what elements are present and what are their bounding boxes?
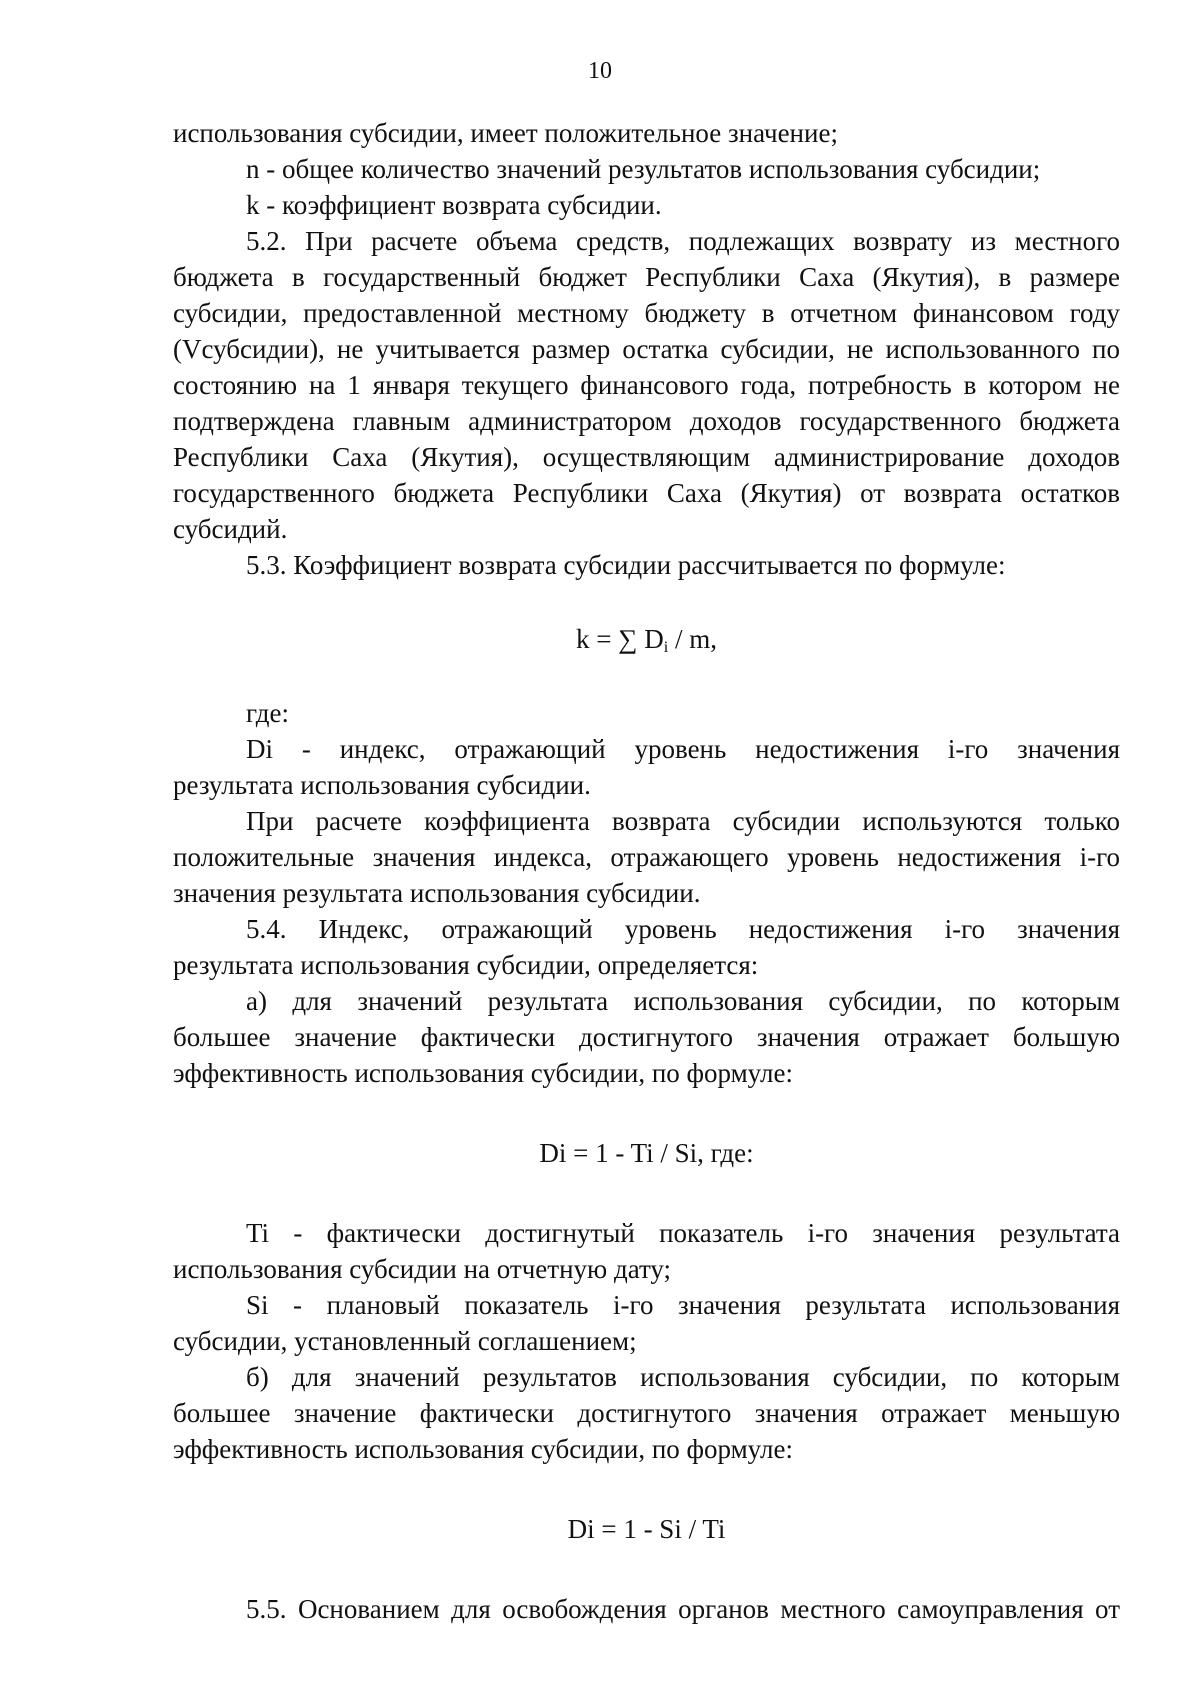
formula-di-a: Di = 1 - Ti / Si, где: (539, 1138, 754, 1168)
item-a-line: эффективность использования субсидии, по формуле: (173, 1058, 793, 1088)
definition-ti-line: Ti - фактически достигнутый показатель i-го значения результата (246, 1218, 1120, 1248)
definition-ti-line: использования субсидии на отчетную дату; (173, 1254, 672, 1284)
paragraph-5-2-line: Республики Саха (Якутия), осуществляющим администрирование доходов (173, 442, 1120, 472)
formula-k-after: / m, (668, 624, 717, 654)
paragraph-5-4-line: 5.4. Индекс, отражающий уровень недостижения i-го значения (246, 914, 1120, 944)
paragraph-5-2-line: бюджета в государственный бюджет Республики Саха (Якутия), в размере (173, 262, 1120, 292)
paragraph-positive-line: При расчете коэффициента возврата субсидии используются только (246, 806, 1120, 836)
formula-k-before: k = ∑ D (576, 624, 664, 654)
where-label: где: (246, 698, 289, 728)
paragraph-positive-line: значения результата использования субсидии. (173, 878, 701, 908)
document-body (173, 115, 1120, 1627)
paragraph-5-4-line: результата использования субсидии, определяется: (173, 950, 759, 980)
paragraph-positive-line: положительные значения индекса, отражающего уровень недостижения i-го (173, 842, 1120, 872)
item-a-line: большее значение фактически достигнутого значения отражает большую (173, 1022, 1120, 1052)
page-number: 10 (588, 58, 612, 84)
item-b-line: большее значение фактически достигнутого значения отражает меньшую (173, 1398, 1120, 1428)
paragraph-5-2-line: состоянию на 1 января текущего финансового года, потребность в котором не (173, 370, 1120, 400)
definition-k: k - коэффициент возврата субсидии. (246, 190, 662, 220)
paragraph-5-2-line: подтверждена главным администратором доходов государственного бюджета (173, 406, 1120, 436)
definition-n: n - общее количество значений результатов использования субсидии; (246, 154, 1041, 184)
text-line: использования субсидии, имеет положительное значение; (173, 118, 838, 148)
paragraph-5-5-line: 5.5. Основанием для освобождения органов местного самоуправления от (246, 1594, 1120, 1624)
paragraph-5-2-line: государственного бюджета Республики Саха (Якутия) от возврата остатков (173, 478, 1120, 508)
definition-si-line: Si - плановый показатель i-го значения результата использования (246, 1290, 1120, 1320)
item-b-line: б) для значений результатов использования субсидии, по которым (246, 1362, 1120, 1392)
paragraph-5-2-line: 5.2. При расчете объема средств, подлежащих возврату из местного (246, 226, 1120, 256)
paragraph-5-3: 5.3. Коэффициент возврата субсидии рассчитывается по формуле: (246, 550, 1006, 580)
paragraph-5-2-line: субсидии, предоставленной местному бюджету в отчетном финансовом году (173, 298, 1120, 328)
definition-di-line: результата использования субсидии. (173, 770, 591, 800)
paragraph-5-2-line: субсидий. (173, 514, 288, 544)
definition-di-line: Di - индекс, отражающий уровень недостижения i-го значения (246, 734, 1120, 764)
paragraph-5-2-line: (Vсубсидии), не учитывается размер остатка субсидии, не использованного по (173, 334, 1120, 364)
item-a-line: а) для значений результата использования субсидии, по которым (246, 986, 1120, 1016)
formula-k (173, 621, 1120, 657)
item-b-line: эффективность использования субсидии, по формуле: (173, 1434, 793, 1464)
definition-si-line: субсидии, установленный соглашением; (173, 1326, 637, 1356)
formula-k-subscript: i (663, 638, 669, 657)
formula-di-b: Di = 1 - Si / Ti (567, 1514, 726, 1544)
